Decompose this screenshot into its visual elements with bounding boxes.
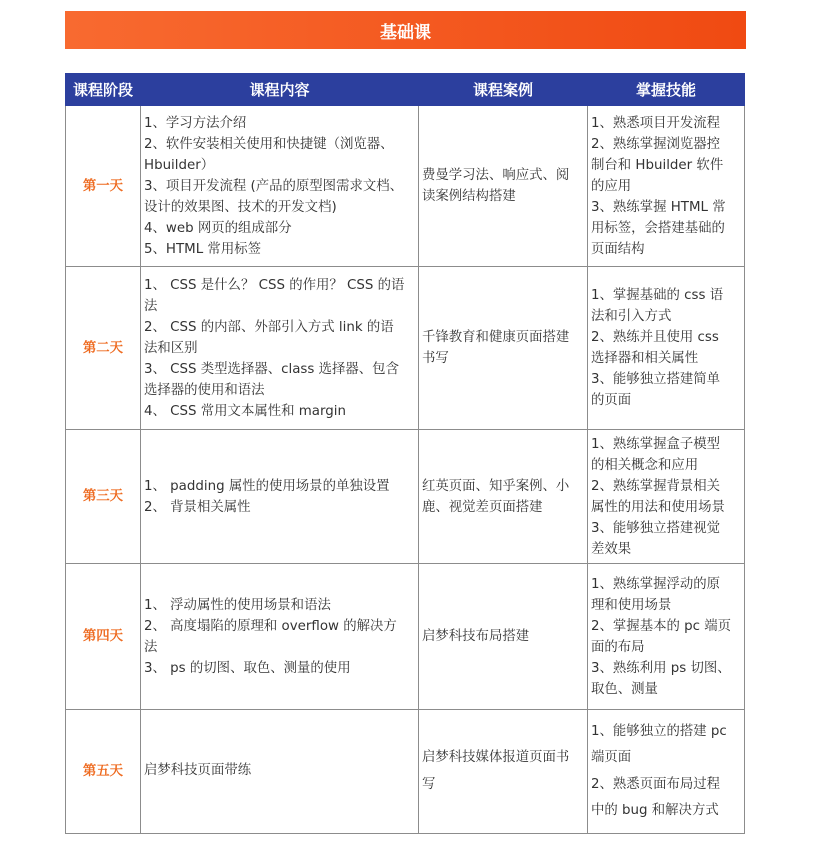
- stage-cell: 第二天: [66, 267, 141, 430]
- case-line: 费曼学习法、响应式、阅: [422, 168, 570, 183]
- content-line: 4、 CSS 常用文本属性和 margin: [144, 403, 346, 419]
- skills-cell: [588, 564, 745, 710]
- case-line: 鹿、视觉差页面搭建: [422, 499, 543, 515]
- skill-line: 1、熟悉项目开发流程: [591, 115, 721, 131]
- skill-line: 2、熟练并且使用 css: [591, 330, 719, 345]
- table-row: [66, 564, 745, 710]
- course-banner: [65, 11, 746, 49]
- table-row: [66, 267, 745, 430]
- skill-line: 1、能够独立的搭建 pc: [591, 723, 727, 739]
- skill-line: 中的 bug 和解决方式: [591, 803, 719, 818]
- content-cell: [141, 430, 419, 564]
- case-cell: [419, 430, 588, 564]
- skills-cell: [588, 106, 745, 267]
- header-content: 课程内容: [141, 74, 419, 106]
- case-line: 读案例结构搭建: [422, 189, 516, 204]
- table-row: [66, 106, 745, 267]
- content-cell: [141, 710, 419, 834]
- table-row: [66, 430, 745, 564]
- skill-line: 制台和 Hbuilder 软件: [591, 157, 724, 173]
- skill-line: 的页面: [591, 393, 632, 408]
- skill-line: 1、掌握基础的 css 语: [591, 288, 724, 303]
- skill-line: 2、熟练掌握背景相关: [591, 478, 721, 494]
- case-cell: [419, 564, 588, 710]
- content-line: 法: [144, 298, 158, 314]
- case-line: 启梦科技媒体报道页面书: [422, 750, 570, 765]
- skill-line: 的相关概念和应用: [591, 457, 699, 473]
- content-line: 设计的效果图、技术的开发文档): [144, 199, 337, 215]
- table-header-row: [66, 74, 745, 106]
- table-row: [66, 710, 745, 834]
- case-cell: [419, 106, 588, 267]
- skill-line: 理和使用场景: [591, 597, 672, 613]
- header-case: 课程案例: [419, 74, 588, 106]
- header-skills: 掌握技能: [588, 74, 745, 106]
- skill-line: 端页面: [591, 750, 632, 765]
- header-stage: 课程阶段: [66, 74, 141, 106]
- content-line: 选择器的使用和语法: [144, 382, 265, 398]
- content-line: 2、软件安装相关使用和快捷键（浏览器、: [144, 136, 394, 152]
- content-line: 1、 padding 属性的使用场景的单独设置: [144, 478, 390, 494]
- content-line: 2、 CSS 的内部、外部引入方式 link 的语: [144, 319, 394, 335]
- skill-line: 法和引入方式: [591, 309, 672, 324]
- content-line: 1、 浮动属性的使用场景和语法: [144, 597, 331, 613]
- skill-line: 1、熟练掌握浮动的原: [591, 576, 721, 592]
- content-line: 法: [144, 639, 158, 655]
- content-line: Hbuilder）: [144, 157, 215, 173]
- content-line: 1、学习方法介绍: [144, 115, 247, 131]
- skill-line: 3、熟练掌握 HTML 常: [591, 199, 726, 215]
- content-cell: [141, 267, 419, 430]
- skills-cell: [588, 710, 745, 834]
- case-line: 红英页面、知乎案例、小: [422, 478, 570, 494]
- content-line: 3、 ps 的切图、取色、测量的使用: [144, 660, 351, 676]
- content-line: 2、 高度塌陷的原理和 overflow 的解决方: [144, 618, 397, 634]
- content-line: 3、项目开发流程 (产品的原型图需求文档、: [144, 178, 404, 194]
- stage-cell: 第三天: [66, 430, 141, 564]
- stage-cell: 第四天: [66, 564, 141, 710]
- content-line: 2、 背景相关属性: [144, 499, 251, 515]
- skill-line: 3、能够独立搭建简单: [591, 372, 721, 387]
- content-line: 5、HTML 常用标签: [144, 241, 261, 257]
- course-table: [65, 73, 745, 834]
- skill-line: 3、熟练利用 ps 切图、: [591, 660, 731, 676]
- case-line: 书写: [422, 351, 449, 366]
- skills-cell: [588, 430, 745, 564]
- content-line: 1、 CSS 是什么？ CSS 的作用？ CSS 的语: [144, 277, 405, 293]
- content-cell: [141, 564, 419, 710]
- skill-line: 差效果: [591, 541, 632, 557]
- skills-cell: [588, 267, 745, 430]
- stage-cell: 第一天: [66, 106, 141, 267]
- skill-line: 3、能够独立搭建视觉: [591, 520, 721, 536]
- skill-line: 页面结构: [591, 241, 645, 257]
- skill-line: 2、掌握基本的 pc 端页: [591, 618, 732, 634]
- case-line: 写: [422, 776, 436, 792]
- skill-line: 1、熟练掌握盒子模型: [591, 436, 721, 452]
- banner-title: 基础课: [380, 22, 431, 43]
- content-line: 启梦科技页面带练: [144, 763, 252, 779]
- skill-line: 选择器和相关属性: [591, 351, 699, 366]
- skill-line: 2、熟练掌握浏览器控: [591, 136, 721, 152]
- skill-line: 面的布局: [591, 639, 645, 655]
- case-line: 千锋教育和健康页面搭建: [422, 330, 570, 345]
- stage-cell: 第五天: [66, 710, 141, 834]
- content-line: 法和区别: [144, 340, 198, 356]
- skill-line: 用标签，会搭建基础的: [591, 220, 725, 236]
- content-cell: [141, 106, 419, 267]
- content-line: 3、 CSS 类型选择器、class 选择器、包含: [144, 361, 399, 377]
- case-cell: [419, 710, 588, 834]
- skill-line: 属性的用法和使用场景: [591, 499, 725, 515]
- skill-line: 取色、测量: [591, 681, 658, 697]
- case-cell: [419, 267, 588, 430]
- skill-line: 2、熟悉页面布局过程: [591, 776, 721, 792]
- content-line: 4、web 网页的组成部分: [144, 220, 292, 236]
- skill-line: 的应用: [591, 178, 632, 194]
- case-line: 启梦科技布局搭建: [422, 629, 530, 644]
